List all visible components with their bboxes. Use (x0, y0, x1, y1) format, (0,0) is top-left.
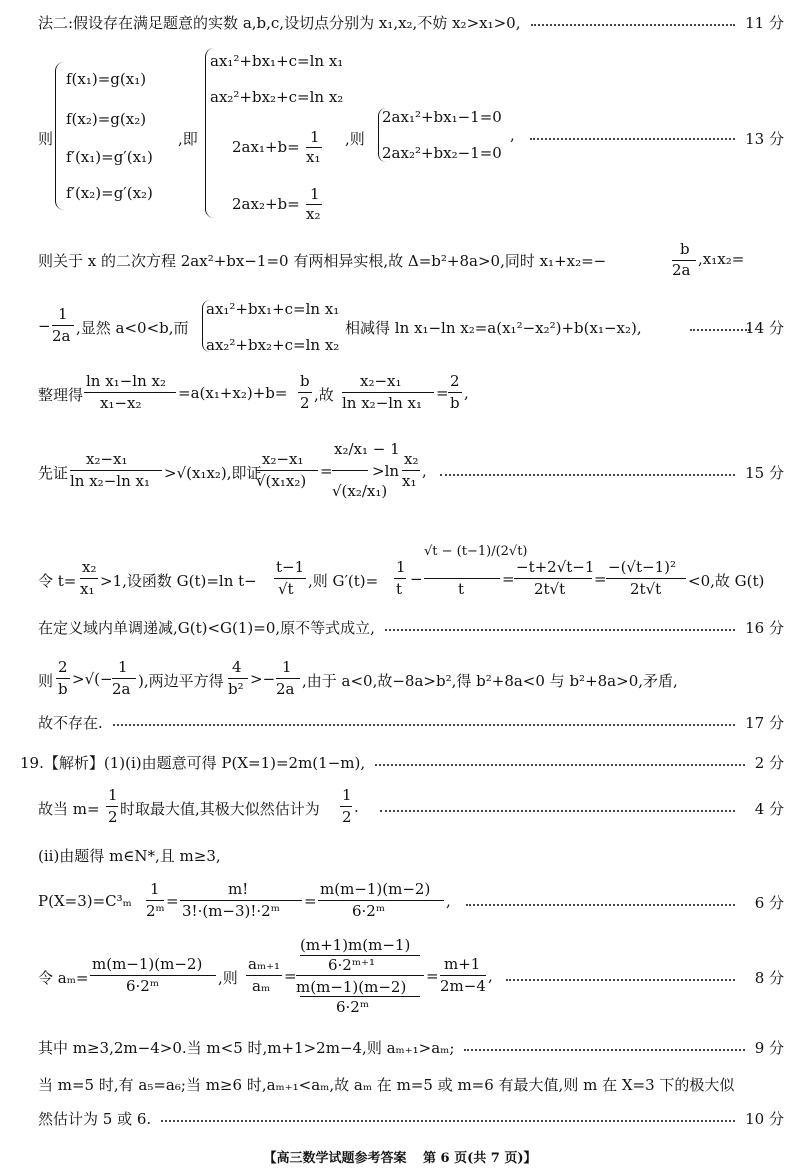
footer-title: 【高三数学试题参考答案 (263, 1151, 407, 1166)
q19-line4-a: P(X=3)=C³ₘ (38, 892, 132, 910)
score-13: 13 分 (745, 130, 784, 148)
score-9: 9 分 (754, 1039, 784, 1057)
line10-b: >√(− (72, 670, 113, 688)
sol2-intro: 法二:假设存在满足题意的实数 a,b,c,设切点分别为 x₁,x₂,不妨 x₂>x₁>0, (38, 14, 521, 32)
q19-line5-b: ,则 (218, 969, 238, 987)
frac-den: 6·2ᵐ (126, 977, 160, 995)
frac-bar (300, 996, 420, 997)
frac-num: −(√t−1)² (608, 558, 676, 576)
q19-line2-a: 故当 m= (38, 800, 100, 818)
line7-a: 先证 (38, 464, 69, 482)
frac-den: 2m−4 (440, 977, 486, 995)
quad-line: 则关于 x 的二次方程 2ax²+bx−1=0 有两相异实根,故 Δ=b²+8a>0,同时 x₁+x₂=− (38, 252, 607, 270)
leader-dots (380, 810, 735, 812)
frac-den: 6·2ᵐ (352, 902, 386, 920)
frac-num: 1 (310, 128, 320, 146)
frac-den: 2t√t (534, 580, 566, 598)
sys1-eq2: f(x₂)=g(x₂) (66, 110, 147, 128)
line6-d: = (436, 384, 449, 402)
score-4: 4 分 (754, 800, 784, 818)
q19-line5-e: , (488, 967, 493, 985)
frac-den: 2a (276, 680, 295, 698)
sys2-eq2: ax₂²+bx₂+c=ln x₂ (210, 88, 344, 106)
frac-num: 2 (58, 658, 68, 676)
ji-label: ,即 (178, 130, 198, 148)
frac-den: x₁−x₂ (100, 394, 142, 412)
line7-c: = (320, 462, 333, 480)
frac-den: x₁ (306, 148, 321, 166)
line8-d: − (410, 570, 423, 588)
leader-dots (113, 724, 735, 726)
leader-dots (466, 904, 735, 906)
frac-den: 3!·(m−3)!·2ᵐ (182, 902, 280, 920)
frac-bar (70, 470, 162, 471)
q19-line4-d: , (446, 892, 451, 910)
frac-num: 1 (118, 658, 128, 676)
frac-bar (180, 900, 302, 901)
frac-num: m(m−1)(m−2) (320, 880, 431, 898)
line11-row (38, 712, 784, 733)
leader-dots (464, 1049, 744, 1051)
q19-line1: 19.【解析】(1)(i)由题意可得 P(X=1)=2m(1−m), (20, 754, 366, 772)
line6-a: 整理得 (38, 386, 84, 404)
frac-num: x₂ (404, 450, 419, 468)
frac-num: 1 (396, 558, 406, 576)
sys1-eq3: f′(x₁)=g′(x₁) (66, 148, 153, 166)
leader-dots (385, 629, 735, 631)
frac-bar (606, 578, 686, 579)
frac-bar (394, 578, 406, 579)
line5-tail: 相减得 ln x₁−ln x₂=a(x₁²−x₂²)+b(x₁−x₂), (345, 319, 642, 337)
line9: 在定义域内单调递减,G(t)<G(1)=0,原不等式成立, (38, 619, 375, 637)
frac-den: b (58, 680, 68, 698)
frac-num: m+1 (444, 955, 481, 973)
sys1-eq1: f(x₁)=g(x₁) (66, 70, 147, 88)
frac-den: 2ᵐ (146, 902, 165, 920)
frac-num: 1 (342, 786, 352, 804)
frac-den: t (396, 580, 403, 598)
frac-bar (84, 392, 176, 393)
frac-num: 1 (150, 880, 160, 898)
frac-bar (298, 392, 312, 393)
frac-bar (448, 392, 462, 393)
quad-tail: ,x₁x₂= (698, 250, 745, 268)
q19-line4-c: = (304, 892, 317, 910)
frac-den: x₁ (402, 472, 417, 490)
sol2-intro-row (38, 12, 784, 33)
q19-line2-b: 时取最大值,其极大似然估计为 (120, 800, 320, 818)
frac-den: 2a (52, 327, 71, 345)
frac-bar (340, 806, 352, 807)
line8-a: 令 t= (38, 572, 77, 590)
line8-c: ,则 G′(t)= (308, 572, 379, 590)
frac-den: √(x₁x₂) (256, 472, 307, 490)
sys4-eq2: ax₂²+bx₂+c=ln x₂ (206, 336, 340, 354)
frac-num: m(m−1)(m−2) (92, 955, 203, 973)
q19-line1-row (20, 752, 784, 773)
score-6: 6 分 (754, 894, 784, 912)
line8-f: = (594, 570, 607, 588)
sys3-eq2: 2ax₂²+bx₂−1=0 (382, 144, 502, 162)
brace-1 (55, 62, 64, 210)
frac-bar (274, 578, 306, 579)
frac-num: (m+1)m(m−1) (300, 936, 411, 954)
q19-line6-row (38, 1037, 784, 1058)
q19-line4-b: = (166, 892, 179, 910)
score-15: 15 分 (745, 464, 784, 482)
frac-bar (332, 470, 368, 471)
sys4-eq1: ax₁²+bx₁+c=ln x₁ (206, 300, 340, 318)
frac-num: x₂/x₁ − 1 (334, 440, 400, 458)
neg-sign: − (38, 317, 51, 335)
frac-bar (112, 678, 136, 679)
frac-num: 1 (58, 305, 68, 323)
frac-num: ln x₁−ln x₂ (86, 372, 166, 390)
frac-den: aₘ (252, 977, 271, 995)
frac-den: ln x₂−ln x₁ (70, 472, 150, 490)
frac-num: 2 (450, 372, 460, 390)
comma: , (510, 126, 515, 144)
frac-num: √t − (t−1)/(2√t) (424, 544, 528, 559)
frac-den: 2 (300, 394, 310, 412)
frac-bar (228, 678, 248, 679)
q19-line5-d: = (426, 967, 439, 985)
frac-bar (402, 470, 420, 471)
leader-dots (506, 979, 735, 981)
frac-bar (256, 470, 318, 471)
frac-bar (276, 678, 300, 679)
line6-c: ,故 (314, 386, 334, 404)
line8-g: <0,故 G(t) (688, 572, 765, 590)
frac-num: 4 (232, 658, 242, 676)
frac-bar (52, 325, 74, 326)
frac-num: x₂−x₁ (360, 372, 402, 390)
frac-bar (440, 975, 486, 976)
q19-line2-c: . (354, 798, 359, 816)
line10-a: 则 (38, 672, 54, 690)
frac-den: 6·2ᵐ⁺¹ (328, 956, 375, 974)
q19-line8-row (38, 1108, 784, 1129)
line7-d: >ln (372, 462, 400, 480)
leader-dots (531, 24, 736, 26)
frac-den: 6·2ᵐ (336, 998, 370, 1016)
q19-line5-a: 令 aₘ= (38, 969, 89, 987)
line10-d: >− (250, 670, 276, 688)
frac-den: 2t√t (630, 580, 662, 598)
frac-den: x₂ (306, 205, 321, 223)
frac-bar (80, 578, 98, 579)
frac-den: ln x₂−ln x₁ (342, 394, 422, 412)
line7-e: , (422, 462, 427, 480)
score-14: 14 分 (745, 319, 784, 337)
sys2-eq3: 2ax₁+b= (232, 138, 300, 156)
line9-row (38, 617, 784, 638)
frac-den: √t (278, 580, 294, 598)
frac-den: b² (228, 680, 244, 698)
frac-bar (146, 900, 164, 901)
ze2-label: ,则 (345, 130, 365, 148)
frac-den: 2 (342, 808, 352, 826)
leader-dots (375, 764, 745, 766)
frac-num: aₘ₊₁ (248, 955, 281, 973)
line6-b: =a(x₁+x₂)+b= (178, 384, 288, 402)
frac-num: b (680, 240, 690, 258)
frac-den: b (450, 394, 460, 412)
line10-c: ),两边平方得 (138, 672, 224, 690)
line5-mid: ,显然 a<0<b,而 (76, 319, 189, 337)
frac-den: 2a (112, 680, 131, 698)
score-17: 17 分 (745, 714, 784, 732)
sys2-eq1: ax₁²+bx₁+c=ln x₁ (210, 52, 344, 70)
q19-line7: 当 m=5 时,有 a₅=a₆;当 m≥6 时,aₘ₊₁<aₘ,故 aₘ 在 m=5 或 m=6 有最大值,则 m 在 X=3 下的极大似 (38, 1076, 735, 1094)
line7-b: >√(x₁x₂),即证 (164, 464, 262, 482)
leader-dots (440, 474, 735, 476)
frac-bar (56, 678, 70, 679)
frac-num: 1 (108, 786, 118, 804)
q19-line6: 其中 m≥3,2m−4>0.当 m<5 时,m+1>2m−4,则 aₘ₊₁>aₘ; (38, 1039, 455, 1057)
frac-num: 1 (310, 185, 320, 203)
brace-2 (205, 48, 214, 218)
score-2: 2 分 (754, 754, 784, 772)
frac-den: √(x₂/x₁) (332, 482, 388, 500)
frac-num: x₂−x₁ (262, 450, 304, 468)
leader-dots (690, 329, 750, 331)
frac-den: 2a (672, 261, 691, 279)
sys3-eq1: 2ax₁²+bx₁−1=0 (382, 108, 502, 126)
score-10: 10 分 (745, 1110, 784, 1128)
frac-bar (90, 975, 216, 976)
score-11: 11 分 (745, 14, 784, 32)
line8-e: = (502, 570, 515, 588)
leader-dots (530, 138, 735, 140)
frac-bar (342, 392, 434, 393)
frac-num: x₂ (82, 558, 97, 576)
frac-bar (318, 900, 444, 901)
q19-line3: (ii)由题得 m∈N*,且 m≥3, (38, 847, 221, 865)
line6-e: , (464, 384, 469, 402)
frac-num: 1 (282, 658, 292, 676)
frac-bar (296, 975, 424, 976)
frac-bar (106, 806, 118, 807)
score-8: 8 分 (754, 969, 784, 987)
line11: 故不存在. (38, 714, 103, 732)
line10-e: ,由于 a<0,故−8a>b²,得 b²+8a<0 与 b²+8a>0,矛盾, (302, 672, 678, 690)
frac-num: t−1 (276, 558, 305, 576)
frac-bar (246, 975, 282, 976)
frac-den: t (458, 580, 465, 598)
score-16: 16 分 (745, 619, 784, 637)
frac-bar (424, 578, 500, 579)
footer-page: 第 6 页(共 7 页)】 (423, 1151, 537, 1166)
sys1-eq4: f′(x₂)=g′(x₂) (66, 184, 153, 202)
ze-label: 则 (38, 130, 54, 148)
sys2-eq4: 2ax₂+b= (232, 195, 300, 213)
frac-bar (514, 578, 592, 579)
frac-num: x₂−x₁ (86, 450, 128, 468)
frac-num: m! (228, 880, 249, 898)
frac-den: 2 (108, 808, 118, 826)
q19-line8: 然估计为 5 或 6. (38, 1110, 152, 1128)
frac-num: m(m−1)(m−2) (296, 978, 407, 996)
page-footer (0, 1147, 800, 1166)
frac-den: x₁ (80, 580, 95, 598)
line8-b: >1,设函数 G(t)=ln t− (100, 572, 257, 590)
frac-num: −t+2√t−1 (516, 558, 595, 576)
leader-dots (161, 1120, 735, 1122)
frac-num: b (300, 372, 310, 390)
q19-line5-c: = (284, 967, 297, 985)
